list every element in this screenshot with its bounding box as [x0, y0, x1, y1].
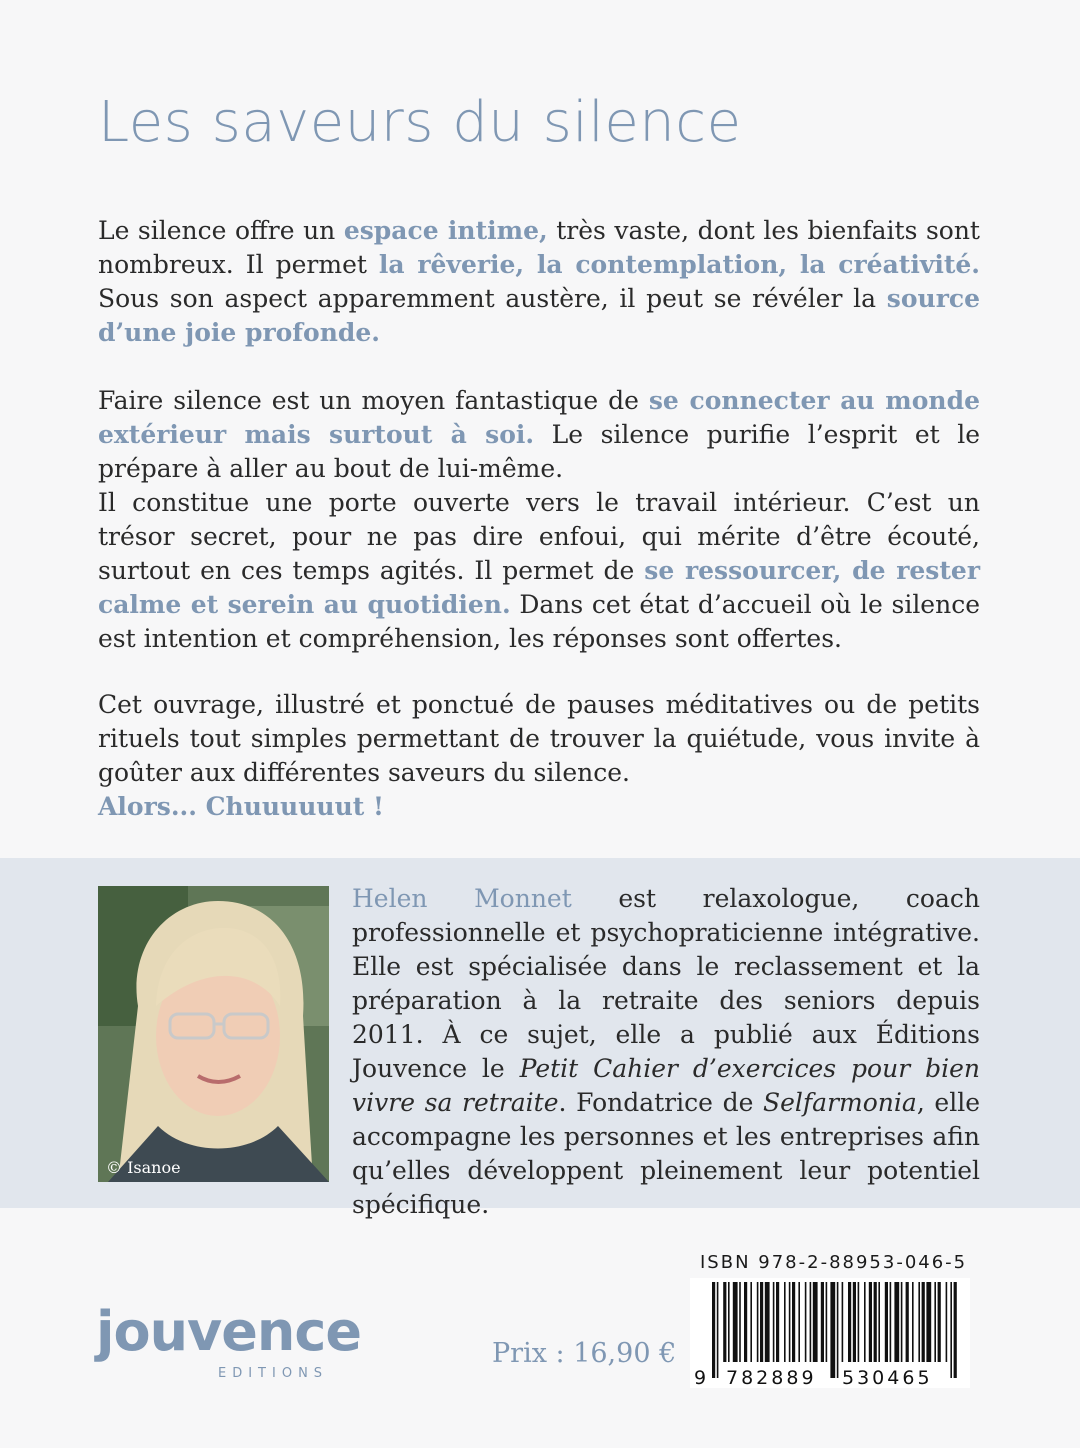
publisher-logo-text: jouvence [96, 1300, 361, 1363]
book-reference: Petit Cahier d’exercices pour bien vivre sa retraite [352, 1054, 980, 1117]
closing-line: Alors... Chuuuuuut ! [98, 792, 384, 821]
publisher-logo [96, 1274, 366, 1384]
barcode-right-digits: 530465 [842, 1367, 933, 1388]
barcode [690, 1278, 970, 1388]
publisher-logo-subtitle: EDITIONS [218, 1366, 329, 1381]
barcode-first-digit: 9 [694, 1367, 707, 1388]
paragraph-connect: Faire silence est un moyen fantastique de se connecter au monde extérieur mais surtout à soi. Le silence purifie l’esprit et le prépare à aller au bout de lui-même. [98, 386, 980, 483]
price-label: Prix : 16,90 € [492, 1338, 677, 1369]
book-title: Les saveurs du silence [98, 90, 742, 155]
photo-credit: © Isanoe [106, 1158, 181, 1177]
barcode-left-digits: 782889 [726, 1367, 817, 1388]
author-bio: Helen Monnet est relaxologue, coach professionnelle et psychopraticienne intégrative. Elle est spécialisée dans le reclassement et la préparation à la retraite des seniors depuis 2011. À ce sujet, elle a publié aux Éditions Jouvence le Petit Cahier d’exercices pour bien vivre sa retraite. Fondatrice de Selfarmonia, elle accompagne les personnes et les entreprises afin qu’elles développent pleinement leur potentiel spécifique. [352, 884, 980, 1219]
author-name: Helen Monnet [352, 884, 572, 913]
paragraph-book-description: Cet ouvrage, illustré et ponctué de pauses méditatives ou de petits rituels tout simples permettant de trouver la quiétude, vous invite à goûter aux différentes saveurs du silence. [98, 690, 980, 787]
author-photo [98, 886, 329, 1182]
paragraph-intro: Le silence offre un espace intime, très vaste, dont les bienfaits sont nombreux. Il permet la rêverie, la contemplation, la créativité. Sous son aspect apparemment austère, il peut se révéler la source d’une joie profonde. [98, 216, 981, 347]
isbn-label: ISBN 978-2-88953-046-5 [700, 1252, 968, 1273]
company-name: Selfarmonia [763, 1088, 917, 1117]
paragraph-inner-work: Il constitue une porte ouverte vers le travail intérieur. C’est un trésor secret, pour ne pas dire enfoui, qui mérite d’être écouté, surtout en ces temps agités. Il permet de se ressourcer, de rester calme et serein au quotidien. Dans cet état d’accueil où le silence est intention et compréhension, les réponses sont offertes. [98, 488, 981, 653]
